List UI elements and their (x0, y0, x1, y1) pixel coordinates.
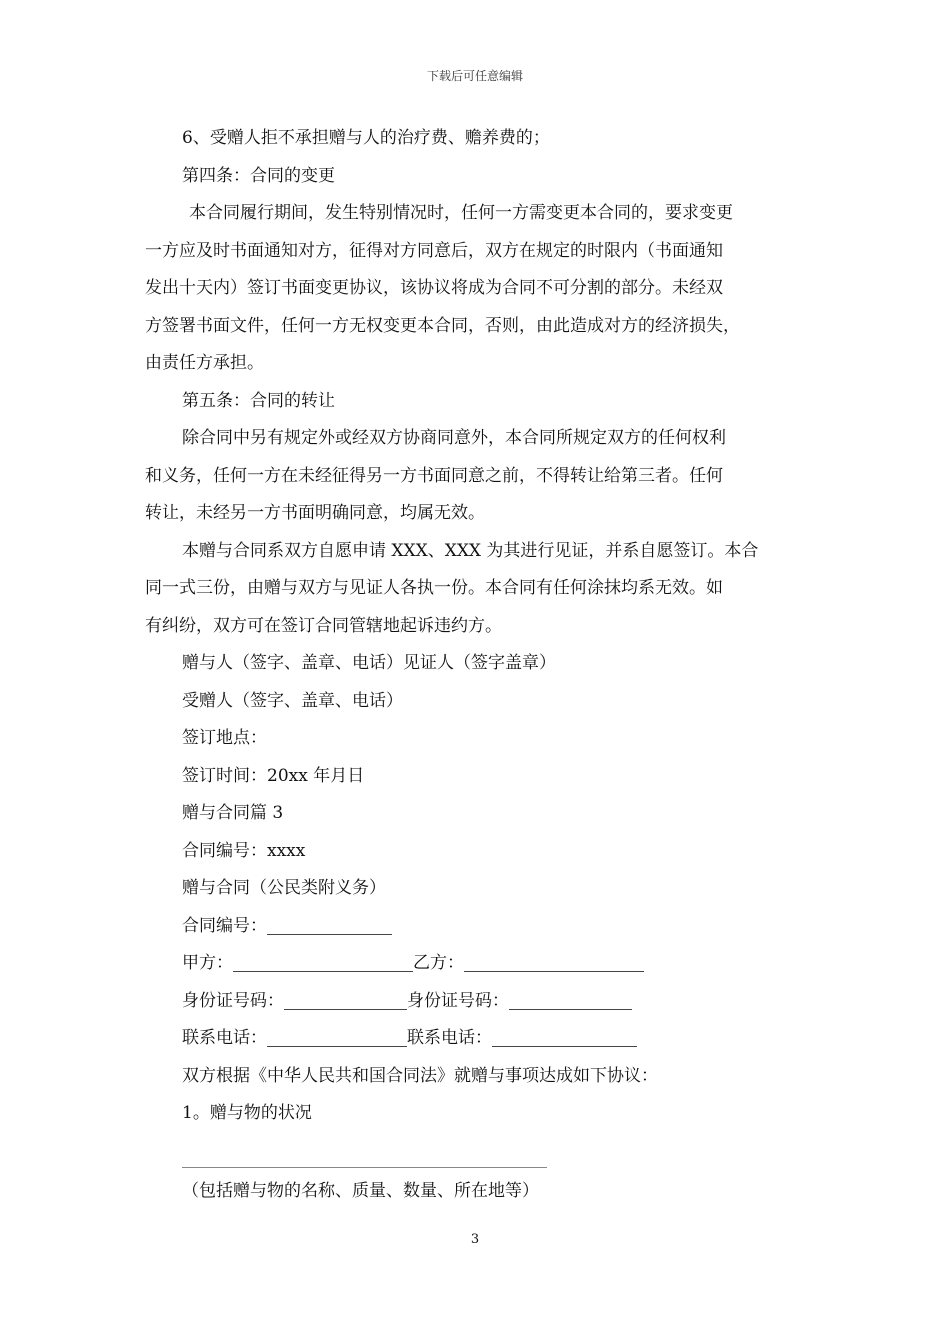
id-number-label-a: 身份证号码： (182, 990, 284, 1011)
id-number-label-b: 身份证号码： (407, 990, 509, 1011)
page-number: 3 (470, 1232, 480, 1247)
item-1-blank-line[interactable] (182, 1167, 547, 1168)
contract-number-blank[interactable] (267, 912, 392, 935)
signing-place: 签订地点： (182, 728, 267, 748)
party-a-label: 甲方： (182, 953, 233, 973)
signature-donor: 赠与人（签字、盖章、电话）见证人（签字盖章） (182, 653, 556, 673)
phone-blank-a[interactable] (267, 1024, 407, 1047)
witness-line-3: 有纠纷，双方可在签订合同管辖地起诉违约方。 (145, 615, 502, 636)
paragraph-item-6: 6、受赠人拒不承担赠与人的治疗费、赡养费的； (182, 128, 550, 148)
item-1-note: （包括赠与物的名称、质量、数量、所在地等） (182, 1180, 539, 1201)
agreement-intro: 双方根据《中华人民共和国合同法》就赠与事项达成如下协议： (182, 1065, 658, 1086)
article-4-title: 第四条：合同的变更 (182, 165, 335, 186)
phone-fields (145, 1020, 810, 1058)
article-4-line-5: 由责任方承担。 (145, 353, 264, 373)
signing-time: 签订时间：20xx 年月日 (182, 765, 365, 786)
contract-number: 合同编号：xxxx (182, 840, 306, 861)
article-5-line-2: 和义务，任何一方在未经征得另一方书面同意之前，不得转让给第三者。任何 (145, 465, 723, 486)
contract-number-field (145, 908, 810, 946)
witness-line-2: 同一式三份，由赠与双方与见证人各执一份。本合同有任何涂抹均系无效。如 (145, 578, 723, 598)
article-4-line-4: 方签署书面文件，任何一方无权变更本合同，否则，由此造成对方的经济损失， (145, 315, 740, 336)
phone-blank-b[interactable] (492, 1024, 637, 1047)
contract-number-label: 合同编号： (182, 915, 267, 936)
witness-line-1: 本赠与合同系双方自愿申请 XXX、XXX 为其进行见证，并系自愿签订。本合 (182, 540, 759, 561)
party-a-blank[interactable] (233, 949, 413, 972)
signature-donee: 受赠人（签字、盖章、电话） (182, 690, 403, 711)
article-4-line-1: 本合同履行期间，发生特别情况时，任何一方需变更本合同的，要求变更 (189, 203, 733, 223)
article-5-line-1: 除合同中另有规定外或经双方协商同意外，本合同所规定双方的任何权利 (182, 428, 726, 448)
item-1-blank-row (145, 1133, 810, 1173)
document-body (145, 120, 810, 1210)
phone-label-a: 联系电话： (182, 1028, 267, 1048)
article-4-line-3: 发出十天内）签订书面变更协议，该协议将成为合同不可分割的部分。未经双 (145, 278, 723, 298)
id-number-blank-b[interactable] (509, 987, 632, 1010)
article-5-line-3: 转让，未经另一方书面明确同意，均属无效。 (145, 503, 485, 523)
party-b-blank[interactable] (464, 949, 644, 972)
id-number-blank-a[interactable] (284, 987, 407, 1010)
article-5-title: 第五条：合同的转让 (182, 390, 335, 411)
section-3-title: 赠与合同篇 3 (182, 803, 284, 823)
phone-label-b: 联系电话： (407, 1028, 492, 1048)
contract-subtitle: 赠与合同（公民类附义务） (182, 878, 386, 898)
party-b-label: 乙方： (413, 953, 464, 973)
article-4-line-2: 一方应及时书面通知对方，征得对方同意后，双方在规定的时限内（书面通知 (145, 240, 723, 261)
party-fields (145, 945, 810, 983)
item-1-title: 1。赠与物的状况 (182, 1103, 312, 1123)
page-header: 下载后可任意编辑 (426, 69, 523, 83)
id-number-fields (145, 983, 810, 1021)
